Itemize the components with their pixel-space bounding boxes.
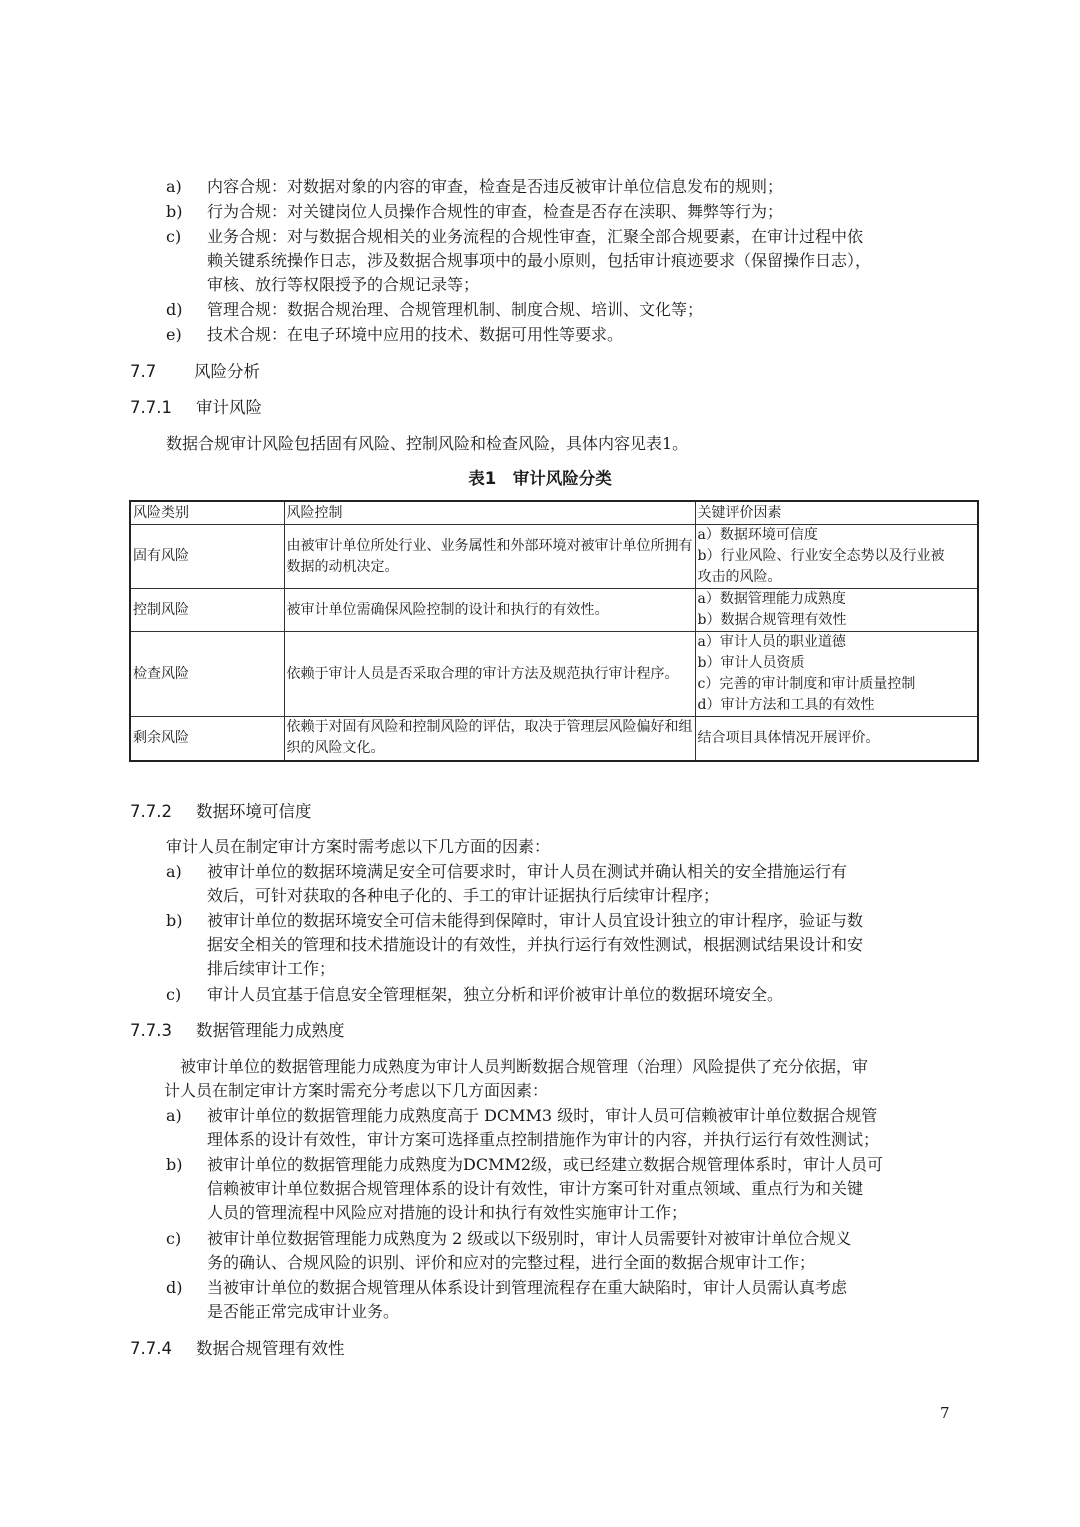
page-number: 7 <box>940 1404 950 1422</box>
list-marker: c) <box>166 227 182 246</box>
list-marker: b) <box>166 202 183 221</box>
factor-line: a）数据环境可信度 <box>697 527 818 543</box>
section-heading-7-7 <box>130 360 260 384</box>
factor-line: b）数据合规管理有效性 <box>697 612 847 628</box>
list-item-d <box>166 298 978 322</box>
section-heading-7-7-2 <box>130 800 312 824</box>
list-text: 被审计单位的数据管理能力成熟度为DCMM2级，或已经建立数据合规管理体系时，审计人员可 信赖被审计单位数据合规管理体系的设计有效性，审计方案可针对重点领域、重点行为和关键 人员的管理流程中风险应对措施的设计和执行有效性实施审计工作； <box>207 1155 884 1222</box>
section-number: 7.7.2 <box>130 802 172 821</box>
table-header-cell: 风险控制 <box>284 501 695 525</box>
list-marker: c) <box>166 1229 182 1248</box>
section-title: 数据环境可信度 <box>196 802 312 821</box>
table-header-cell: 关键评价因素 <box>695 501 978 525</box>
list-item-a <box>166 1104 978 1152</box>
paragraph-7-7-3-intro: 被审计单位的数据管理能力成熟度为审计人员判断数据合规管理（治理）风险提供了充分依据，审 计人员在制定审计方案时需充分考虑以下几方面因素： <box>164 1057 869 1100</box>
list-text: 业务合规：对与数据合规相关的业务流程的合规性审查，汇聚全部合规要素，在审计过程中依 赖关键系统操作日志，涉及数据合规事项中的最小原则，包括审计痕迹要求（保留操作日志）， 审核、放行等权限授予的合规记录等； <box>207 227 872 294</box>
factor-line: c）完善的审计制度和审计质量控制 <box>697 676 916 692</box>
section-number: 7.7 <box>130 362 157 381</box>
list-item-c <box>166 1227 978 1275</box>
table-cell-control: 被审计单位需确保风险控制的设计和执行的有效性。 <box>284 589 695 632</box>
list-text: 内容合规：对数据对象的内容的审查，检查是否违反被审计单位信息发布的规则； <box>207 177 784 196</box>
factor-line: b）审计人员资质 <box>697 655 805 671</box>
list-text: 被审计单位数据管理能力成熟度为 2 级或以下级别时，审计人员需要针对被审计单位合规义 务的确认、合规风险的识别、评价和应对的完整过程，进行全面的数据合规审计工作； <box>207 1229 852 1272</box>
table-cell-category: 控制风险 <box>130 589 284 632</box>
list-item-a <box>166 175 978 199</box>
list-item-b <box>166 1153 978 1225</box>
table-cell-category: 剩余风险 <box>130 717 284 761</box>
section-title: 审计风险 <box>196 398 262 417</box>
section-title: 数据合规管理有效性 <box>196 1339 345 1358</box>
list-marker: a) <box>166 177 182 196</box>
list-text: 被审计单位的数据环境安全可信未能得到保障时，审计人员宜设计独立的审计程序，验证与数 据安全相关的管理和技术措施设计的有效性，并执行运行有效性测试，根据测试结果设计和安 排后续审计工作； <box>207 911 864 978</box>
list-item-c <box>166 225 978 297</box>
list-marker: d) <box>166 300 183 319</box>
paragraph-7-7-1-intro: 数据合规审计风险包括固有风险、控制风险和检查风险，具体内容见表1。 <box>166 434 689 453</box>
list-marker: d) <box>166 1278 183 1297</box>
factor-line: a）审计人员的职业道德 <box>697 634 846 650</box>
section-number: 7.7.4 <box>130 1339 172 1358</box>
factor-line: 结合项目具体情况开展评价。 <box>697 729 880 746</box>
list-marker: b) <box>166 911 183 930</box>
table-cell-factors <box>695 717 978 761</box>
section-heading-7-7-1 <box>130 396 262 420</box>
table-row <box>130 525 978 589</box>
table-header-row <box>130 501 978 525</box>
list-text: 审计人员宜基于信息安全管理框架，独立分析和评价被审计单位的数据环境安全。 <box>207 985 784 1004</box>
table-cell-factors <box>695 632 978 717</box>
factor-line: a）数据管理能力成熟度 <box>697 591 846 607</box>
list-marker: e) <box>166 325 182 344</box>
table-caption: 表1 审计风险分类 <box>468 469 612 488</box>
list-text: 技术合规：在电子环境中应用的技术、数据可用性等要求。 <box>207 325 624 344</box>
table-header-cell: 风险类别 <box>130 501 284 525</box>
list-marker: c) <box>166 985 182 1004</box>
list-text: 管理合规：数据合规治理、合规管理机制、制度合规、培训、文化等； <box>207 300 704 319</box>
table-cell-control: 依赖于审计人员是否采取合理的审计方法及规范执行审计程序。 <box>284 632 695 717</box>
list-item-d <box>166 1276 978 1324</box>
section-number: 7.7.1 <box>130 398 172 417</box>
list-marker: b) <box>166 1155 183 1174</box>
table-row <box>130 717 978 761</box>
list-item-b <box>166 909 978 981</box>
table-cell-factors <box>695 525 978 589</box>
factor-line: 攻击的风险。 <box>697 569 782 585</box>
list-text: 行为合规：对关键岗位人员操作合规性的审查，检查是否存在渎职、舞弊等行为； <box>207 202 784 221</box>
section-heading-7-7-3 <box>130 1019 345 1043</box>
list-text: 被审计单位的数据环境满足安全可信要求时，审计人员在测试并确认相关的安全措施运行有 效后，可针对获取的各种电子化的、手工的审计证据执行后续审计程序； <box>207 862 848 905</box>
list-marker: a) <box>166 862 182 881</box>
factor-line: b）行业风险、行业安全态势以及行业被 <box>697 548 945 564</box>
table-cell-factors <box>695 589 978 632</box>
table-cell-category: 检查风险 <box>130 632 284 717</box>
table-row <box>130 589 978 632</box>
list-item-b <box>166 200 978 224</box>
list-text: 当被审计单位的数据合规管理从体系设计到管理流程存在重大缺陷时，审计人员需认真考虑 是否能正常完成审计业务。 <box>207 1278 848 1321</box>
list-marker: a) <box>166 1106 182 1125</box>
section-number: 7.7.3 <box>130 1021 172 1040</box>
table-cell-category: 固有风险 <box>130 525 284 589</box>
table-cell-control: 由被审计单位所处行业、业务属性和外部环境对被审计单位所拥有数据的动机决定。 <box>284 525 695 589</box>
table-cell-control: 依赖于对固有风险和控制风险的评估，取决于管理层风险偏好和组织的风险文化。 <box>284 717 695 761</box>
section-title: 风险分析 <box>194 362 260 381</box>
section-title: 数据管理能力成熟度 <box>196 1021 345 1040</box>
section-heading-7-7-4 <box>130 1337 345 1361</box>
list-item-c <box>166 983 978 1007</box>
paragraph-7-7-2-intro: 审计人员在制定审计方案时需考虑以下几方面的因素： <box>166 837 551 856</box>
table-row <box>130 632 978 717</box>
factor-line: d）审计方法和工具的有效性 <box>697 697 875 713</box>
list-item-e <box>166 323 978 347</box>
list-item-a <box>166 860 978 908</box>
risk-table <box>129 500 979 762</box>
list-text: 被审计单位的数据管理能力成熟度高于 DCMM3 级时，审计人员可信赖被审计单位数据合规管 理体系的设计有效性，审计方案可选择重点控制措施作为审计的内容，并执行运行有效性测试； <box>207 1106 880 1149</box>
